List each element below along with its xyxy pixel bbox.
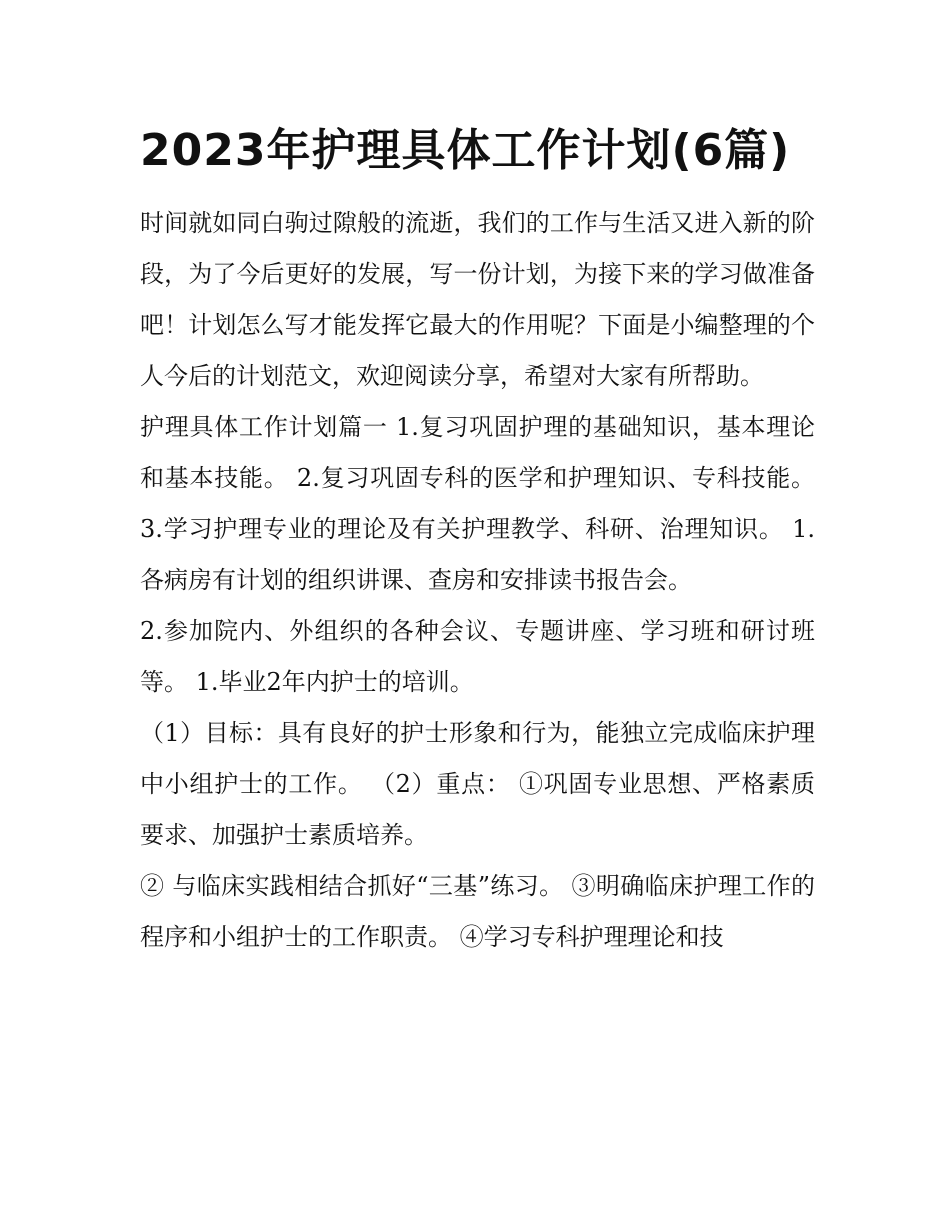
document-title: 2023年护理具体工作计划(6篇) [140, 125, 791, 176]
paragraph-practice: ② 与临床实践相结合抓好“三基”练习。 ③明确临床护理工作的程序和小组护士的工作职责。 ④学习专科护理理论和技 [140, 872, 815, 951]
paragraph-training: 2.参加院内、外组织的各种会议、专题讲座、学习班和研讨班等。 1.毕业2年内护士的培训。 [140, 617, 815, 696]
paragraph-goals: （1）目标：具有良好的护士形象和行为，能独立完成临床护理中小组护士的工作。 （2）重点： ①巩固专业思想、严格素质要求、加强护士素质培养。 [140, 719, 815, 849]
document-page [140, 118, 815, 963]
paragraph-plan-one: 护理具体工作计划篇一 1.复习巩固护理的基础知识，基本理论和基本技能。 2.复习巩固专科的医学和护理知识、专科技能。 3.学习护理专业的理论及有关护理教学、科研、治理知识。 1.各病房有计划的组织讲课、查房和安排读书报告会。 [140, 413, 815, 594]
paragraph-intro: 时间就如同白驹过隙般的流逝，我们的工作与生活又进入新的阶段，为了今后更好的发展，写一份计划，为接下来的学习做准备吧！计划怎么写才能发挥它最大的作用呢？下面是小编整理的个人今后的计划范文，欢迎阅读分享，希望对大家有所帮助。 [140, 209, 815, 390]
